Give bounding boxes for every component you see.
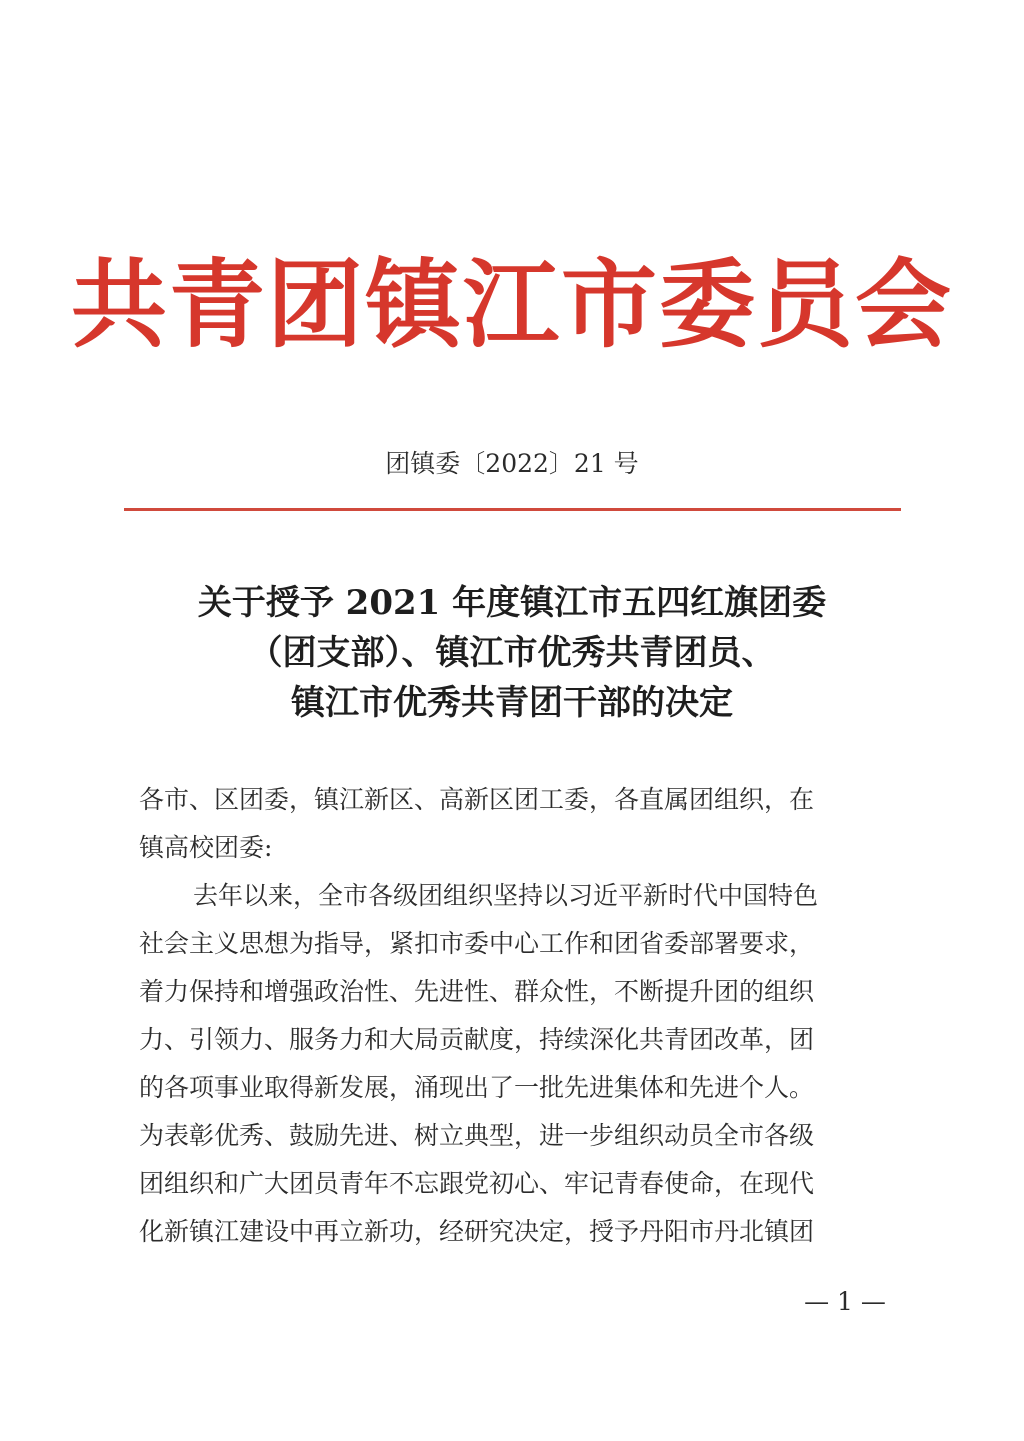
org-header: 共青团镇江市委员会 bbox=[71, 248, 953, 361]
page-number: — 1 — bbox=[804, 1287, 886, 1316]
red-divider bbox=[124, 508, 901, 511]
title-line: 关于授予 2021 年度镇江市五四红旗团委 bbox=[197, 583, 827, 623]
paragraph-line: 的各项事业取得新发展，涌现出了一批先进集体和先进个人。 bbox=[139, 1073, 815, 1102]
paragraph-line: 去年以来，全市各级团组织坚持以习近平新时代中国特色 bbox=[193, 881, 819, 910]
title-line: （团支部）、镇江市优秀共青团员、 bbox=[248, 633, 776, 673]
document-body bbox=[139, 776, 887, 1256]
document-number: 团镇委〔2022〕21 号 bbox=[385, 449, 639, 478]
paragraph-line: 为表彰优秀、鼓励先进、树立典型，进一步组织动员全市各级 bbox=[139, 1121, 815, 1150]
paragraph-line: 力、引领力、服务力和大局贡献度，持续深化共青团改革，团 bbox=[139, 1025, 815, 1054]
document-title bbox=[0, 578, 1024, 728]
addressee-line: 各市、区团委，镇江新区、高新区团工委，各直属团组织，在 bbox=[139, 785, 815, 814]
paragraph-line: 社会主义思想为指导，紧扣市委中心工作和团省委部署要求， bbox=[139, 929, 815, 958]
title-line: 镇江市优秀共青团干部的决定 bbox=[291, 683, 733, 723]
paragraph-line: 化新镇江建设中再立新功，经研究决定，授予丹阳市丹北镇团 bbox=[139, 1217, 815, 1246]
addressee-line: 镇高校团委: bbox=[139, 833, 273, 862]
paragraph-line: 团组织和广大团员青年不忘跟党初心、牢记青春使命，在现代 bbox=[139, 1169, 815, 1198]
paragraph-line: 着力保持和增强政治性、先进性、群众性，不断提升团的组织 bbox=[139, 977, 815, 1006]
